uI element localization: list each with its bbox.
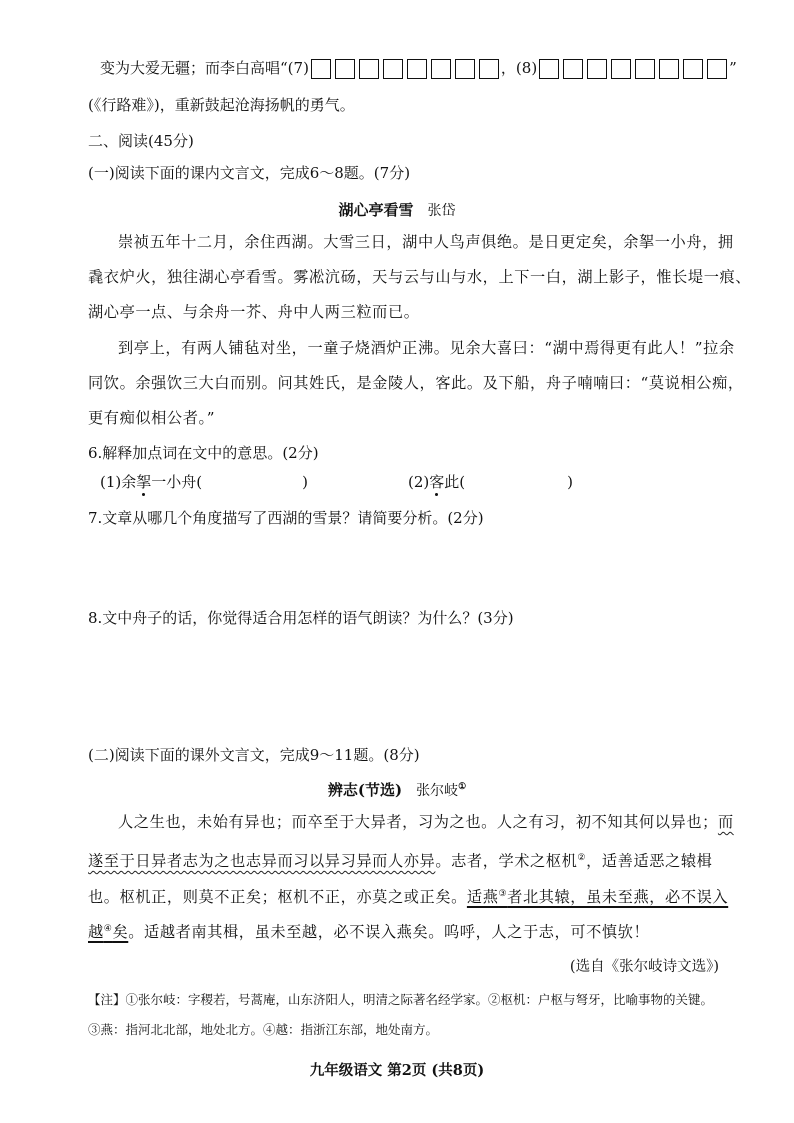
q6-item-2 [408, 472, 573, 492]
text1-title: 湖心亭看雪 [338, 201, 414, 219]
question-7: 7.文章从哪几个角度描写了西湖的雪景？请简要分析。(2分) [88, 509, 484, 527]
text2-line-2-text-b: ，适善适恶之辕楫 [586, 852, 713, 871]
answer-box[interactable] [479, 59, 499, 79]
q6-item-1 [100, 472, 308, 492]
q6-item-1-close: ) [302, 473, 308, 491]
answer-box[interactable] [611, 59, 631, 79]
text2-line-2-text: 。志者，学术之枢机 [435, 852, 578, 871]
text1-p1-l3: 湖心亭一点、与余舟一芥、舟中人两三粒而已。 [88, 303, 420, 321]
text2-line-4-text: 。适越者南其楫，虽未至越，必不误入燕矣。呜呼，人之于志，可不慎欤！ [128, 923, 650, 942]
poem-fill-mid: ，(8) [500, 59, 538, 77]
text2-source: (选自《张尔岐诗文选》) [569, 959, 719, 975]
answer-box[interactable] [707, 59, 727, 79]
answer-box[interactable] [563, 59, 583, 79]
answer-box[interactable] [659, 59, 679, 79]
text2-line-2-wavy: 遂至于日异者志为之也志异而习以异习异而人亦异 [88, 852, 436, 871]
page-footer: 九年级语文 第2页 (共8页) [309, 1062, 485, 1079]
answer-box[interactable] [407, 59, 427, 79]
answer-box[interactable] [587, 59, 607, 79]
answer-box[interactable] [431, 59, 451, 79]
note-line-2: ③燕：指河北北部，地处北方。④越：指浙江东部，地处南方。 [88, 1022, 439, 1037]
answer-box[interactable] [539, 59, 559, 79]
q6-item-2-post: 此( [444, 473, 466, 491]
question-8: 8.文中舟子的话，你觉得适合用怎样的语气朗读？为什么？(3分) [88, 609, 514, 627]
text1-author: 张岱 [427, 203, 456, 219]
answer-boxes-7[interactable] [311, 59, 499, 79]
q6-item-2-pre: (2) [408, 473, 430, 491]
text2-line-3-note: ③ [498, 889, 508, 899]
poem-fill-cont: (《行路难》)，重新鼓起沧海扬帆的勇气。 [88, 96, 355, 114]
text2-line-3-text: 也。枢机正，则莫不正矣；枢机不正，亦莫之或正矣。 [88, 888, 467, 907]
text2-line-2 [88, 848, 712, 871]
text2-author-note: ① [458, 782, 467, 792]
q7-answer-area[interactable] [88, 535, 718, 600]
text1-p1-l1: 崇祯五年十二月，余住西湖。大雪三日，湖中人鸟声俱绝。是日更定矣，余挐一小舟，拥 [118, 233, 734, 251]
text1-p1-l2: 毳衣炉火，独往湖心亭看雪。雾凇沆砀，天与云与山与水，上下一白，湖上影子，惟长堤一痕、 [88, 268, 752, 286]
text2-line-3-u2: 者北其辕，虽未至燕，必不误入 [507, 888, 729, 907]
note-line-1: 【注】①张尔岐：字稷若，号蒿庵，山东济阳人，明清之际著名经学家。②枢机：户枢与弩牙，比喻事物的关键。 [88, 992, 714, 1007]
poem-fill-line [100, 58, 737, 79]
text2-line-1-text: 人之生也，未始有异也；而卒至于大异者，习为之也。人之有习，初不知其何以异也； [118, 813, 718, 831]
poem-fill-suffix: ” [729, 59, 737, 77]
answer-box[interactable] [455, 59, 475, 79]
text2-title: 辨志(节选) [327, 781, 403, 799]
text2-line-4 [88, 919, 649, 942]
part1-intro: (一)阅读下面的课内文言文，完成6～8题。(7分) [88, 164, 411, 182]
text2-line-4-note: ④ [103, 924, 113, 934]
text2-title-line [0, 779, 794, 800]
text2-line-3-u1: 适燕 [466, 888, 499, 907]
text1-p2-l3: 更有痴似相公者。” [88, 409, 216, 427]
text2-line-4-u2: 矣 [112, 923, 129, 942]
answer-box[interactable] [311, 59, 331, 79]
q6-item-2-close: ) [567, 473, 573, 491]
text1-title-line [0, 199, 794, 220]
answer-box[interactable] [359, 59, 379, 79]
answer-box[interactable] [335, 59, 355, 79]
text2-line-4-u1: 越 [88, 923, 104, 942]
q6-item-1-post: 一小舟( [151, 473, 203, 491]
answer-box[interactable] [683, 59, 703, 79]
part2-intro: (二)阅读下面的课外文言文，完成9～11题。(8分) [88, 746, 420, 764]
section-2-heading: 二、阅读(45分) [88, 132, 194, 150]
q8-answer-area[interactable] [88, 635, 718, 735]
answer-box[interactable] [383, 59, 403, 79]
text2-line-1 [118, 812, 734, 832]
poem-fill-prefix: 变为大爱无疆；而李白高唱“(7) [100, 59, 309, 77]
text1-p2-l2: 同饮。余强饮三大白而别。问其姓氏，是金陵人，客此。及下船，舟子喃喃曰：“莫说相公痴， [88, 374, 744, 392]
text2-line-1-wavy: 而 [717, 813, 734, 831]
text2-line-2-note: ② [577, 853, 587, 863]
question-6: 6.解释加点词在文中的意思。(2分) [88, 444, 319, 462]
q6-item-2-dotted: 客 [429, 473, 445, 491]
answer-box[interactable] [635, 59, 655, 79]
q6-item-1-pre: (1)余 [100, 473, 137, 491]
text2-line-3-underlined [467, 888, 728, 906]
text1-p2-l1: 到亭上，有两人铺毡对坐，一童子烧酒炉正沸。见余大喜曰：“湖中焉得更有此人！”拉余 [118, 339, 735, 357]
text2-author: 张尔岐 [416, 783, 459, 799]
text2-line-4-underlined [88, 923, 128, 941]
text2-line-3 [88, 884, 728, 907]
q6-item-1-dotted: 挐 [136, 473, 152, 491]
answer-boxes-8[interactable] [539, 59, 727, 79]
